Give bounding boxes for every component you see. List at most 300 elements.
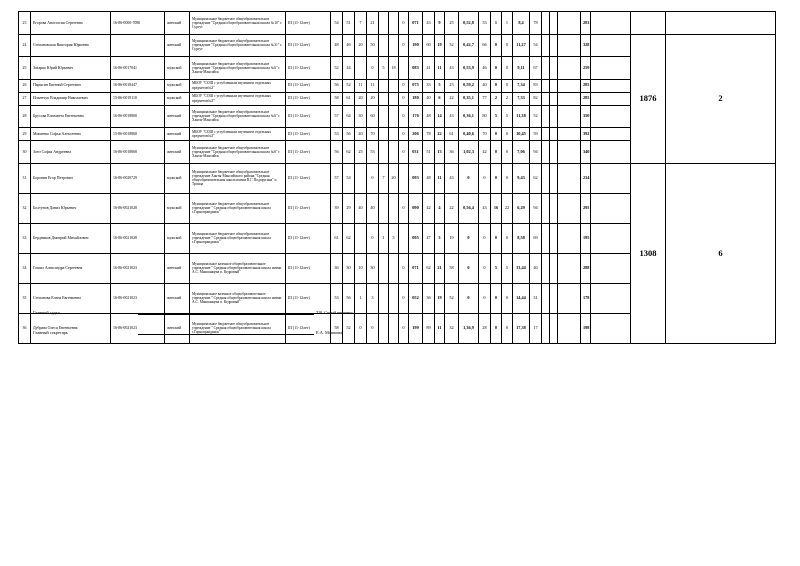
age-category: III (11-12лет) bbox=[286, 141, 331, 164]
score-cell: 0 bbox=[502, 34, 513, 57]
score-cell: 40 bbox=[355, 128, 367, 141]
total-points: 288 bbox=[581, 253, 591, 283]
score-cell: 23 bbox=[445, 79, 459, 92]
participant-name: Ильенчук Владимир Николаевич bbox=[31, 92, 111, 105]
score-cell: 52 bbox=[445, 283, 459, 313]
spacer-cell bbox=[591, 253, 631, 283]
score-cell: 89 bbox=[423, 313, 435, 343]
participant-code: 16-86-0020729 bbox=[111, 163, 165, 193]
score-cell: 5 bbox=[435, 79, 445, 92]
participant-code: 16-86-0021028 bbox=[111, 223, 165, 253]
spacer-cell bbox=[591, 105, 631, 128]
spacer-cell bbox=[591, 163, 631, 193]
row-number: 28 bbox=[19, 105, 31, 128]
score-cell: 0,36,1 bbox=[459, 105, 479, 128]
score-cell bbox=[399, 163, 409, 193]
participant-gender: женский bbox=[165, 313, 190, 343]
score-cell: 4 bbox=[435, 193, 445, 223]
score-cell: 51 bbox=[423, 141, 435, 164]
score-cell: 206 bbox=[409, 128, 423, 141]
score-cell: 13 bbox=[435, 141, 445, 164]
participant-gender: мужской bbox=[165, 57, 190, 80]
participant-name: Степанова Елена Евгеньевна bbox=[31, 283, 111, 313]
spacer-cell bbox=[591, 283, 631, 313]
participant-code: 15-86-0019110 bbox=[111, 92, 165, 105]
score-cell bbox=[389, 141, 399, 164]
score-cell: 78 bbox=[530, 12, 542, 35]
score-cell: 199 bbox=[409, 313, 423, 343]
participant-gender: женский bbox=[165, 283, 190, 313]
row-number: 24 bbox=[19, 34, 31, 57]
spacer-cell bbox=[591, 92, 631, 105]
team-place: 6 bbox=[666, 163, 776, 343]
score-cell: 083 bbox=[409, 57, 423, 80]
table-row bbox=[19, 34, 776, 57]
spacer-cell bbox=[542, 79, 550, 92]
score-cell: 20 bbox=[355, 92, 367, 105]
score-cell: 14 bbox=[435, 105, 445, 128]
score-cell bbox=[389, 34, 399, 57]
score-cell: 8,4 bbox=[513, 12, 530, 35]
participant-code: 16-86-0018868 bbox=[111, 105, 165, 128]
score-cell bbox=[558, 34, 581, 57]
score-cell: 0,59,2 bbox=[459, 79, 479, 92]
score-cell: 56 bbox=[331, 79, 343, 92]
score-cell: 0 bbox=[399, 105, 409, 128]
score-cell: 2 bbox=[502, 92, 513, 105]
score-cell: 071 bbox=[409, 12, 423, 35]
score-cell bbox=[355, 163, 367, 193]
score-cell: 0 bbox=[479, 223, 491, 253]
score-cell bbox=[389, 313, 399, 343]
score-cell: 21 bbox=[435, 253, 445, 283]
age-category: III (11-12лет) bbox=[286, 79, 331, 92]
spacer-cell bbox=[591, 12, 631, 35]
score-cell: 20 bbox=[389, 163, 399, 193]
score-cell: 53 bbox=[367, 141, 379, 164]
score-cell: 5 bbox=[491, 253, 502, 283]
score-cell bbox=[550, 253, 558, 283]
score-cell: 2 bbox=[491, 92, 502, 105]
score-cell: 031 bbox=[409, 141, 423, 164]
spacer-cell bbox=[542, 283, 550, 313]
secretary-title: Главный секретарь bbox=[33, 330, 68, 335]
score-cell: 0,52,8 bbox=[459, 12, 479, 35]
score-cell: 56 bbox=[343, 283, 355, 313]
team-place: 2 bbox=[666, 34, 776, 163]
participant-gender: женский bbox=[165, 105, 190, 128]
score-cell: 5 bbox=[502, 105, 513, 128]
participant-code: 15-86-0018868 bbox=[111, 128, 165, 141]
score-cell bbox=[399, 57, 409, 80]
score-cell: 47 bbox=[423, 223, 435, 253]
school-name: Муниципальное бюджетное общеобразовательное учреждение "Средняя общеобразовательная школа №10" г. Сургут bbox=[190, 12, 286, 35]
score-cell bbox=[550, 12, 558, 35]
score-cell bbox=[389, 92, 399, 105]
score-cell: 6 bbox=[435, 92, 445, 105]
score-cell: 0,40,6 bbox=[459, 128, 479, 141]
score-cell: 62 bbox=[530, 163, 542, 193]
score-cell: 54 bbox=[343, 163, 355, 193]
participant-code: 16-86-0017041 bbox=[111, 57, 165, 80]
total-points: 195 bbox=[581, 223, 591, 253]
row-number: 32 bbox=[19, 193, 31, 223]
score-cell: 9,43 bbox=[513, 163, 530, 193]
score-cell: 56 bbox=[343, 128, 355, 141]
score-cell: 62 bbox=[343, 141, 355, 164]
score-cell: 40 bbox=[423, 92, 435, 105]
score-cell: 40 bbox=[355, 193, 367, 223]
results-table bbox=[18, 11, 776, 344]
score-cell: 1,02,3 bbox=[459, 141, 479, 164]
score-cell bbox=[389, 128, 399, 141]
school-name: МБОУ "СОШ с углубленным изучением отдельных предметов№3" bbox=[190, 92, 286, 105]
score-cell: 43 bbox=[445, 57, 459, 80]
score-cell: 11 bbox=[435, 163, 445, 193]
participant-code bbox=[111, 34, 165, 57]
score-cell: 0 bbox=[491, 128, 502, 141]
participant-gender: мужской bbox=[165, 223, 190, 253]
team-place bbox=[666, 12, 776, 35]
score-cell: 5 bbox=[379, 57, 389, 80]
score-cell: 16 bbox=[491, 193, 502, 223]
score-cell: 40 bbox=[479, 79, 491, 92]
score-cell: 30 bbox=[367, 253, 379, 283]
total-points: 285 bbox=[581, 79, 591, 92]
score-cell: 0 bbox=[355, 313, 367, 343]
score-cell bbox=[550, 223, 558, 253]
school-name: Муниципальное казенное общеобразовательное учреждение " Средняя общеобразовательная школа имени А.С. Макшанцева п. Кедровый" bbox=[190, 283, 286, 313]
score-cell: 22 bbox=[445, 92, 459, 105]
score-cell: 9 bbox=[435, 12, 445, 35]
spacer-cell bbox=[542, 34, 550, 57]
score-cell bbox=[389, 79, 399, 92]
score-cell: 10 bbox=[355, 253, 367, 283]
score-cell: 52 bbox=[445, 34, 459, 57]
score-cell: 20 bbox=[355, 34, 367, 57]
participant-code: 16-86-0021023 bbox=[111, 253, 165, 283]
score-cell: 0,42,7 bbox=[459, 34, 479, 57]
age-category: III (11-12лет) bbox=[286, 12, 331, 35]
score-cell: 7,33 bbox=[513, 92, 530, 105]
participant-gender: женский bbox=[165, 12, 190, 35]
score-cell: 0,35,1 bbox=[459, 92, 479, 105]
score-cell: 0 bbox=[459, 283, 479, 313]
participant-name: Гашил Александра Сергеевна bbox=[31, 253, 111, 283]
score-cell: 6,29 bbox=[513, 193, 530, 223]
score-cell: 0 bbox=[399, 12, 409, 35]
score-cell: 61 bbox=[445, 128, 459, 141]
spacer-cell bbox=[542, 253, 550, 283]
score-cell: 43 bbox=[479, 193, 491, 223]
age-category: III (11-12лет) bbox=[286, 92, 331, 105]
score-cell bbox=[558, 223, 581, 253]
score-cell bbox=[558, 79, 581, 92]
score-cell: 0 bbox=[502, 57, 513, 80]
school-name: Муниципальное бюджетное общеобразовательное учреждение "Средняя общеобразовательная школа №31" г. Сургут bbox=[190, 34, 286, 57]
row-number: 27 bbox=[19, 92, 31, 105]
total-points: 295 bbox=[581, 193, 591, 223]
score-cell: 5 bbox=[389, 223, 399, 253]
score-cell bbox=[558, 141, 581, 164]
score-cell: 1 bbox=[355, 283, 367, 313]
score-cell: 19 bbox=[445, 223, 459, 253]
score-cell: 0 bbox=[491, 34, 502, 57]
score-cell: 44 bbox=[343, 57, 355, 80]
score-cell: 40 bbox=[530, 253, 542, 283]
score-cell: 54 bbox=[530, 34, 542, 57]
score-cell: 43 bbox=[445, 163, 459, 193]
participant-name: Зотп Софья Андреевна bbox=[31, 141, 111, 164]
row-number: 30 bbox=[19, 141, 31, 164]
score-cell: 0 bbox=[502, 223, 513, 253]
score-cell: 66 bbox=[479, 34, 491, 57]
participant-code: 16-86-0021023 bbox=[111, 283, 165, 313]
score-cell: 0 bbox=[399, 313, 409, 343]
score-cell: 54 bbox=[331, 12, 343, 35]
score-cell: 51 bbox=[343, 12, 355, 35]
total-points: 259 bbox=[581, 57, 591, 80]
secretary-name: Е.А. Мошкова bbox=[316, 330, 343, 335]
score-cell bbox=[550, 128, 558, 141]
school-name: Муниципальное казенное общеобразовательное учреждение " Средняя общеобразовательная школа имени А.С. Макшанцева п. Кедровый" bbox=[190, 253, 286, 283]
score-cell: 7,34 bbox=[513, 79, 530, 92]
score-cell: 0 bbox=[491, 283, 502, 313]
score-cell: 1,36,9 bbox=[459, 313, 479, 343]
score-cell: 52 bbox=[331, 57, 343, 80]
score-cell bbox=[550, 163, 558, 193]
score-cell: 071 bbox=[409, 253, 423, 283]
school-name: Муниципальное бюджетное общеобразовательное учреждение Ханты-Мансийского района "Средняя общеобразовательная школа имени В.Г. Подпругина" п. Троица bbox=[190, 163, 286, 193]
score-cell: 43 bbox=[445, 105, 459, 128]
row-number: 36 bbox=[19, 313, 31, 343]
score-cell: 14,44 bbox=[513, 283, 530, 313]
score-cell bbox=[550, 79, 558, 92]
participant-gender: мужской bbox=[165, 79, 190, 92]
score-cell: 0 bbox=[399, 79, 409, 92]
score-cell: 180 bbox=[409, 92, 423, 105]
score-cell bbox=[550, 313, 558, 343]
participant-gender: женский bbox=[165, 253, 190, 283]
score-cell: 58 bbox=[331, 92, 343, 105]
score-cell: 3 bbox=[367, 283, 379, 313]
secretary-signature-line bbox=[138, 334, 314, 335]
score-cell: 190 bbox=[409, 34, 423, 57]
score-cell: 21 bbox=[367, 12, 379, 35]
score-cell: 0 bbox=[399, 92, 409, 105]
score-cell bbox=[379, 141, 389, 164]
spacer-cell bbox=[591, 313, 631, 343]
score-cell: 0 bbox=[459, 253, 479, 283]
score-cell: 94 bbox=[530, 141, 542, 164]
score-cell: 36 bbox=[331, 253, 343, 283]
participant-gender: мужской bbox=[165, 163, 190, 193]
score-cell: 48 bbox=[331, 34, 343, 57]
score-cell: 52 bbox=[343, 313, 355, 343]
score-cell bbox=[558, 12, 581, 35]
score-cell: 0 bbox=[479, 283, 491, 313]
score-cell: 52 bbox=[530, 105, 542, 128]
score-cell bbox=[379, 105, 389, 128]
score-cell: 61 bbox=[331, 223, 343, 253]
team-total bbox=[631, 12, 666, 35]
score-cell: 32 bbox=[445, 313, 459, 343]
score-cell bbox=[379, 283, 389, 313]
score-cell: 41 bbox=[423, 57, 435, 80]
score-cell: 0 bbox=[491, 141, 502, 164]
score-cell bbox=[379, 79, 389, 92]
score-cell: 25 bbox=[355, 141, 367, 164]
score-cell: 18 bbox=[389, 57, 399, 80]
spacer-cell bbox=[542, 193, 550, 223]
score-cell: 80 bbox=[479, 105, 491, 128]
participant-name: Парыгин Евгений Сергеевич bbox=[31, 79, 111, 92]
score-cell: 0 bbox=[491, 79, 502, 92]
score-cell: 5 bbox=[502, 253, 513, 283]
total-points: 178 bbox=[581, 283, 591, 313]
score-cell: 53 bbox=[331, 283, 343, 313]
score-cell: 53 bbox=[331, 128, 343, 141]
score-cell: 0 bbox=[491, 163, 502, 193]
score-cell: 70 bbox=[479, 128, 491, 141]
score-cell: 176 bbox=[409, 105, 423, 128]
score-cell: 5 bbox=[491, 105, 502, 128]
score-cell: 48 bbox=[423, 105, 435, 128]
score-cell: 70 bbox=[367, 128, 379, 141]
score-cell bbox=[379, 12, 389, 35]
score-cell: 83 bbox=[530, 79, 542, 92]
score-cell: 48 bbox=[423, 163, 435, 193]
participant-name: Дубрава Олеся Евгеньевна bbox=[31, 313, 111, 343]
score-cell: 0 bbox=[479, 163, 491, 193]
score-cell: 0 bbox=[399, 253, 409, 283]
judge-title: Главный судья bbox=[33, 310, 60, 315]
spacer-cell bbox=[591, 193, 631, 223]
spacer-cell bbox=[542, 57, 550, 80]
score-cell: 090 bbox=[409, 193, 423, 223]
score-cell: 19 bbox=[435, 34, 445, 57]
score-cell bbox=[558, 105, 581, 128]
score-cell: 11 bbox=[435, 57, 445, 80]
score-cell: 60 bbox=[423, 34, 435, 57]
score-cell: 0 bbox=[367, 57, 379, 80]
score-cell bbox=[389, 283, 399, 313]
participant-name: Захарко Юрий Юрьевич bbox=[31, 57, 111, 80]
score-cell: 1 bbox=[379, 223, 389, 253]
score-cell bbox=[355, 57, 367, 80]
score-cell bbox=[379, 313, 389, 343]
score-cell: 58 bbox=[445, 253, 459, 283]
score-cell: 093 bbox=[409, 163, 423, 193]
spacer-cell bbox=[542, 163, 550, 193]
score-cell: 0 bbox=[502, 163, 513, 193]
score-cell bbox=[389, 193, 399, 223]
school-name: Муниципальное бюджетное общеобразовательное учреждение " Средняя общеобразовательная школа г.Горноправдинск" bbox=[190, 193, 286, 223]
age-category: III (11-12лет) bbox=[286, 223, 331, 253]
participant-gender: женский bbox=[165, 128, 190, 141]
participant-name: Боровин Егор Петрович bbox=[31, 163, 111, 193]
score-cell bbox=[399, 223, 409, 253]
score-cell: 0 bbox=[491, 57, 502, 80]
score-cell: 62 bbox=[343, 223, 355, 253]
score-cell: 0 bbox=[367, 313, 379, 343]
spacer-cell bbox=[591, 128, 631, 141]
score-cell bbox=[558, 253, 581, 283]
participant-gender: мужской bbox=[165, 193, 190, 223]
school-name: Муниципальное бюджетное общеобразовательное учреждение "Средняя общеобразовательная школа №6" г. Ханты-Мансийск bbox=[190, 105, 286, 128]
score-cell bbox=[379, 253, 389, 283]
score-cell: 42 bbox=[423, 193, 435, 223]
score-cell: 64 bbox=[343, 105, 355, 128]
total-points: 234 bbox=[581, 163, 591, 193]
table-row bbox=[19, 163, 776, 193]
score-cell: 29 bbox=[343, 193, 355, 223]
score-cell: 052 bbox=[409, 283, 423, 313]
score-cell: 0,56,4 bbox=[459, 193, 479, 223]
score-cell: 36 bbox=[423, 283, 435, 313]
school-name: Муниципальное бюджетное общеобразовательное учреждение "Средняя общеобразовательная школа №6" г. Ханты-Мансийск bbox=[190, 141, 286, 164]
score-cell: 11 bbox=[355, 79, 367, 92]
score-cell: 11 bbox=[367, 79, 379, 92]
age-category: III (11-12лет) bbox=[286, 313, 331, 343]
age-category: III (11-12лет) bbox=[286, 253, 331, 283]
score-cell: 30 bbox=[355, 105, 367, 128]
age-category: III (11-12лет) bbox=[286, 283, 331, 313]
score-cell: 77 bbox=[479, 92, 491, 105]
score-cell: 0 bbox=[367, 223, 379, 253]
age-category: III (11-12лет) bbox=[286, 57, 331, 80]
score-cell: 11 bbox=[435, 313, 445, 343]
score-cell: 0 bbox=[491, 313, 502, 343]
score-cell: 82 bbox=[530, 92, 542, 105]
participant-name: Егорова Анастасия Сергеевна bbox=[31, 12, 111, 35]
table-row bbox=[19, 12, 776, 35]
age-category: III (11-12лет) bbox=[286, 128, 331, 141]
score-cell: 22 bbox=[502, 193, 513, 223]
score-cell: 17 bbox=[530, 313, 542, 343]
score-cell: 19 bbox=[435, 283, 445, 313]
spacer-cell bbox=[591, 141, 631, 164]
score-cell bbox=[558, 128, 581, 141]
participant-name: Степановская Виктория Юрьевна bbox=[31, 34, 111, 57]
score-cell: 46 bbox=[479, 57, 491, 80]
score-cell: 78 bbox=[423, 128, 435, 141]
score-cell bbox=[550, 105, 558, 128]
team-total: 1308 bbox=[631, 163, 666, 343]
score-cell: 0 bbox=[399, 283, 409, 313]
score-cell bbox=[389, 105, 399, 128]
spacer-cell bbox=[591, 79, 631, 92]
participant-code: 16-86-0021028 bbox=[111, 193, 165, 223]
participant-code: 16-86-0018447 bbox=[111, 79, 165, 92]
spacer-cell bbox=[591, 57, 631, 80]
score-cell: 59 bbox=[530, 128, 542, 141]
score-cell: 7,06 bbox=[513, 141, 530, 164]
score-cell: 67 bbox=[530, 57, 542, 80]
score-cell bbox=[550, 34, 558, 57]
score-cell: 0 bbox=[367, 163, 379, 193]
score-cell: 0 bbox=[399, 128, 409, 141]
row-number: 34 bbox=[19, 253, 31, 283]
participant-code: 16-86-0021023 bbox=[111, 313, 165, 343]
score-cell bbox=[558, 92, 581, 105]
row-number: 35 bbox=[19, 283, 31, 313]
score-cell: 1 bbox=[491, 12, 502, 35]
score-cell: 0 bbox=[502, 79, 513, 92]
participant-name: Брусова Елизавета Евгеньевна bbox=[31, 105, 111, 128]
score-cell: 60 bbox=[367, 105, 379, 128]
participant-gender: женский bbox=[165, 34, 190, 57]
